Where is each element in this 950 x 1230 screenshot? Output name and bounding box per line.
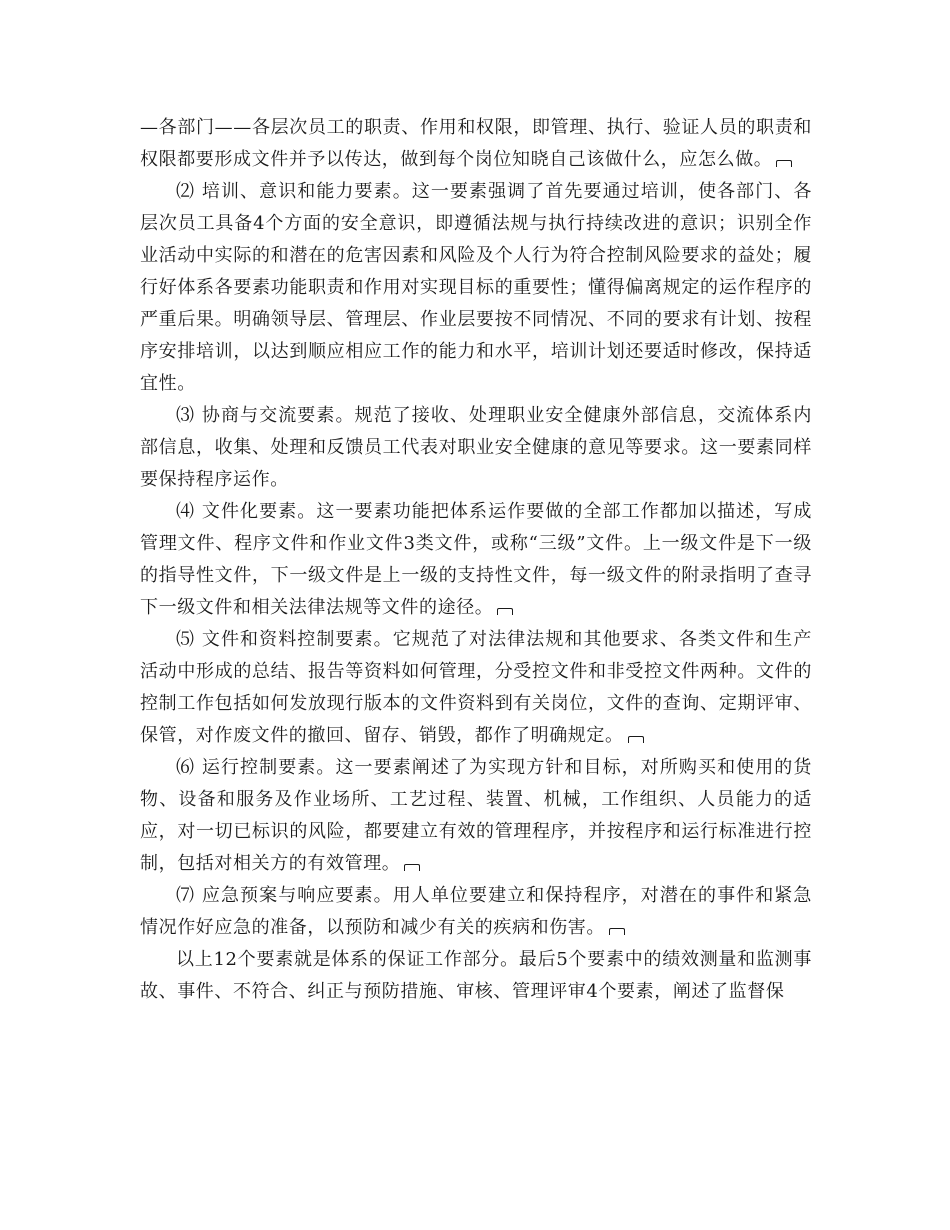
paragraph-end-mark-icon: [628, 736, 644, 743]
paragraph-6: [140, 752, 812, 880]
paragraph-7: [140, 880, 812, 944]
paragraph-5-text: ⑸ 文件和资料控制要素。它规范了对法律法规和其他要求、各类文件和生产活动中形成的总结、报告等资料如何管理，分受控文件和非受控文件两种。文件的控制工作包括如何发放现行版本的文件资料到有关岗位，文件的查询、定期评审、保管，对作废文件的撤回、留存、销毁，都作了明确规定。: [140, 629, 812, 746]
paragraph-end-mark-icon: [609, 928, 625, 935]
paragraph-4-text: ⑷ 文件化要素。这一要素功能把体系运作要做的全部工作都加以描述，写成管理文件、程序文件和作业文件3类文件，或称“三级”文件。上一级文件是下一级的指导性文件，下一级文件是上一级的支持性文件，每一级文件的附录指明了查寻下一级文件和相关法律法规等文件的途径。: [140, 501, 812, 618]
paragraph-end-mark-icon: [404, 864, 420, 871]
paragraph-6-text: ⑹ 运行控制要素。这一要素阐述了为实现方针和目标，对所购买和使用的货物、设备和服务及作业场所、工艺过程、装置、机械，工作组织、人员能力的适应，对一切已标识的风险，都要建立有效的管理程序，并按程序和运行标准进行控制，包括对相关方的有效管理。: [140, 757, 812, 874]
paragraph-8: [140, 944, 812, 1008]
paragraph-4: [140, 496, 812, 624]
paragraph-2-text: ⑵ 培训、意识和能力要素。这一要素强调了首先要通过培训，使各部门、各层次员工具备4个方面的安全意识，即遵循法规与执行持续改进的意识；识别全作业活动中实际的和潜在的危害因素和风险及个人行为符合控制风险要求的益处；履行好体系各要素功能职责和作用对实现目标的重要性；懂得偏离规定的运作程序的严重后果。明确领导层、管理层、作业层要按不同情况、不同的要求有计划、按程序安排培训，以达到顺应相应工作的能力和水平，培训计划还要适时修改，保持适宜性。: [140, 181, 812, 394]
paragraph-2: [140, 176, 812, 400]
paragraph-8-text: 以上12个要素就是体系的保证工作部分。最后5个要素中的绩效测量和监测事故、事件、不符合、纠正与预防措施、审核、管理评审4个要素，阐述了监督保: [140, 949, 812, 1002]
paragraph-5: [140, 624, 812, 752]
paragraph-7-text: ⑺ 应急预案与响应要素。用人单位要建立和保持程序，对潜在的事件和紧急情况作好应急的准备，以预防和减少有关的疾病和伤害。: [140, 885, 812, 938]
document-page: [140, 112, 812, 1008]
paragraph-1: [140, 112, 812, 176]
paragraph-end-mark-icon: [776, 160, 792, 167]
paragraph-1-text: —各部门——各层次员工的职责、作用和权限，即管理、执行、验证人员的职责和权限都要形成文件并予以传达，做到每个岗位知晓自己该做什么，应怎么做。: [140, 117, 812, 170]
paragraph-3-text: ⑶ 协商与交流要素。规范了接收、处理职业安全健康外部信息，交流体系内部信息，收集、处理和反馈员工代表对职业安全健康的意见等要求。这一要素同样要保持程序运作。: [140, 405, 812, 490]
paragraph-3: [140, 400, 812, 496]
paragraph-end-mark-icon: [497, 608, 513, 615]
